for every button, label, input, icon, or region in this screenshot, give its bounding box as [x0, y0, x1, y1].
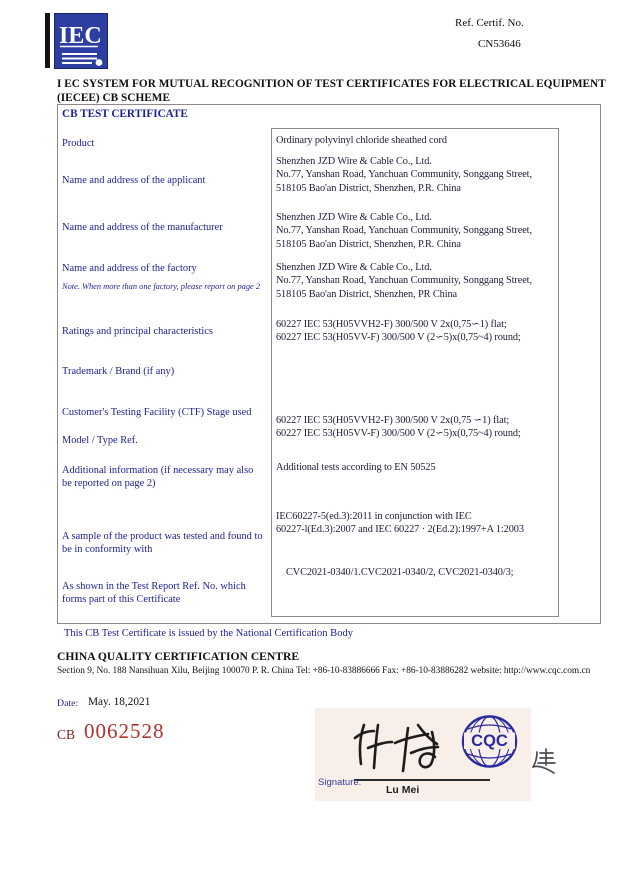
row-label-additional-info: Additional information (if necessary may also be reported on page 2) [62, 465, 254, 489]
certificate-box [57, 104, 601, 624]
row-value-model-type-ref: 60227 IEC 53(H05VVH2-F) 300/500 V 2x(0,75 ∽1) flat; 60227 IEC 53(H05VV-F) 300/500 V (2∽5)x(0,75~4) round; [276, 415, 521, 440]
ncb-address: Section 9, No. 188 Nansihuan Xilu, Beijing 100070 P. R. China Tel: +86-10-83886666 Fax: +86-10-83886282 website: http://www.cqc.com.cn [57, 666, 591, 676]
signature-label: Signature: [318, 777, 362, 788]
row-conformity [58, 504, 600, 562]
cb-prefix: CB [57, 727, 76, 742]
row-value-manufacturer: Shenzhen JZD Wire & Cable Co., Ltd. No.77, Yanshan Road, Yanchuan Community, Songgang Street, 518105 Bao'an District, Shenzhen, P.R. China [276, 212, 532, 250]
row-label-ctf: Customer's Testing Facility (CTF) Stage used Model / Type Ref. [58, 400, 271, 460]
row-label-applicant: Name and address of the applicant [62, 175, 206, 186]
row-product [58, 128, 600, 154]
cb-certificate-number: 0062528 [84, 719, 165, 743]
row-label-ratings: Ratings and principal characteristics [62, 326, 213, 337]
row-value-test-report: CVC2021-0340/1.CVC2021-0340/2, CVC2021-0340/3; [286, 567, 514, 578]
left-black-bar [45, 13, 50, 68]
row-value-applicant: Shenzhen JZD Wire & Cable Co., Ltd. No.77, Yanshan Road, Yanchuan Community, Songgang Street, 518105 Bao'an District, Shenzhen, P.R. China [276, 156, 532, 194]
row-value-trademark [271, 360, 559, 400]
row-label-test-report: As shown in the Test Report Ref. No. which forms part of this Certificate [62, 581, 246, 605]
row-trademark [58, 360, 600, 400]
row-label-manufacturer: Name and address of the manufacturer [62, 222, 223, 233]
stamp-character [531, 747, 556, 775]
svg-text:CQC: CQC [471, 732, 508, 750]
row-label-model-type-ref: Model / Type Ref. [62, 435, 138, 446]
row-value-ratings: 60227 IEC 53(H05VVH2-F) 300/500 V 2x(0,75∽1) flat; 60227 IEC 53(H05VV-F) 300/500 V (2∽5)x(0,75~4) round; [276, 319, 521, 344]
row-value-product: Ordinary polyvinyl chloride sheathed cord [276, 135, 447, 146]
scheme-title: I EC SYSTEM FOR MUTUAL RECOGNITION OF TEST CERTIFICATES FOR ELECTRICAL EQUIPMENT (IECEE) CB SCHEME [57, 78, 606, 105]
date-value: May. 18,2021 [88, 696, 151, 708]
svg-text:IEC: IEC [59, 23, 102, 49]
row-label-conformity: A sample of the product was tested and found to be in conformity with [62, 531, 263, 555]
row-factory [58, 260, 600, 312]
row-label-product: Product [62, 138, 95, 149]
row-test-report [58, 562, 600, 618]
row-value-factory: Shenzhen JZD Wire & Cable Co., Ltd. No.77, Yanshan Road, Yanchuan Community, Songgang Street, 518105 Bao'an District, Shenzhen, PR China [276, 262, 532, 300]
iec-logo [54, 13, 108, 69]
signature-name: Lu Mei [386, 784, 420, 796]
row-label-trademark: Trademark / Brand (if any) [62, 366, 175, 377]
row-additional-info [58, 460, 600, 504]
row-value-additional-info: Additional tests according to EN 50525 [276, 462, 436, 473]
certificate-title: CB TEST CERTIFICATE [62, 108, 188, 120]
ref-certif-number: CN53646 [478, 38, 521, 50]
row-manufacturer [58, 208, 600, 260]
ncb-name: CHINA QUALITY CERTIFICATION CENTRE [57, 650, 300, 663]
row-ctf-model [58, 400, 600, 460]
issued-by-line: This CB Test Certificate is issued by the National Certification Body [64, 628, 353, 639]
row-label-factory: Name and address of the factory Note. When more than one factory, please report on page 2 [58, 260, 271, 312]
date-label: Date: [57, 698, 79, 709]
jian-character-icon [531, 747, 556, 775]
row-ratings [58, 312, 600, 360]
ref-certif-label: Ref. Certif. No. [455, 17, 524, 29]
row-value-conformity: IEC60227-5(ed.3):2011 in conjunction with IEC 60227-l(Ed.3):2007 and IEC 60227 · 2(Ed.2):1997+A 1:2003 [276, 511, 524, 536]
row-applicant [58, 154, 600, 208]
signature-line [354, 762, 490, 781]
factory-note: Note. When more than one factory, please report on page 2 [62, 282, 261, 291]
iec-logo-icon [54, 13, 108, 69]
